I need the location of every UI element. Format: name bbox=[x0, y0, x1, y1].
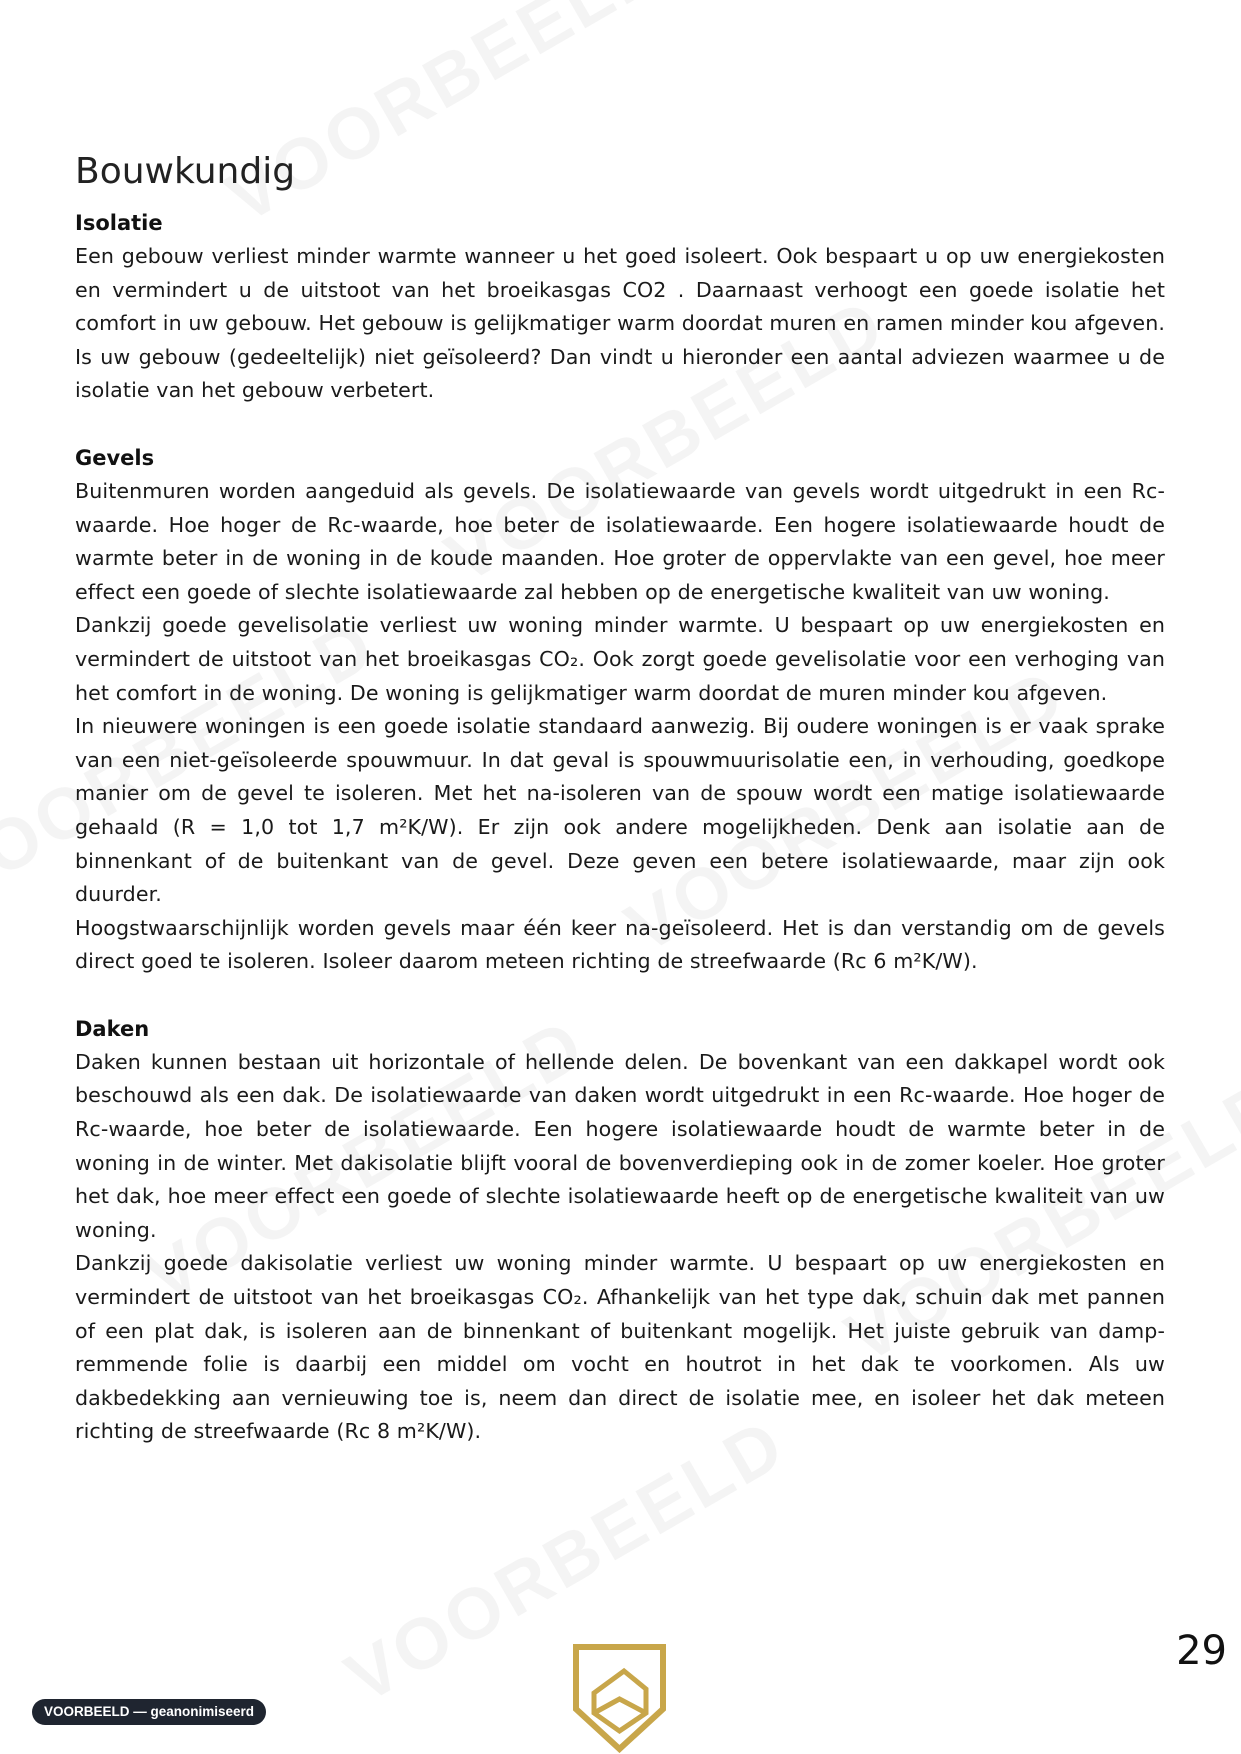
page-title: Bouwkundig bbox=[75, 151, 296, 192]
page-number: 29 bbox=[1176, 1628, 1227, 1674]
paragraph: Hoogstwaarschijnlijk worden gevels maar één keer na-geïsoleerd. Het is dan verstandig om de gevels direct goed te isoleren. Isoleer daarom meteen richting de streefwaarde (Rc 6 m²K/W). bbox=[75, 915, 1165, 974]
section-daken bbox=[75, 1012, 1165, 1449]
paragraph: Dankzij goede dakisolatie verliest uw woning minder warmte. U bespaart op uw energiekosten en vermindert de uitstoot van het broeikasgas CO₂. Afhankelijk van het type dak, schuin dak met pannen of een plat dak, is isoleren aan de binnenkant of buitenkant mogelijk. Het juiste gebruik van damp-remmende folie is daarbij een middel om vocht en houtrot in het dak te voorkomen. Als uw dakbedekking aan vernieuwing toe is, neem dan direct de isolatie mee, en isoleer het dak meteen richting de streefwaarde (Rc 8 m²K/W). bbox=[75, 1251, 1165, 1444]
section-heading: Gevels bbox=[75, 445, 155, 470]
section-gevels bbox=[75, 441, 1165, 979]
section-isolatie bbox=[75, 206, 1165, 408]
anonymized-badge: VOORBEELD — geanonimiseerd bbox=[32, 1699, 266, 1725]
paragraph: Dankzij goede gevelisolatie verliest uw woning minder warmte. U bespaart op uw energiekosten en vermindert de uitstoot van het broeikasgas CO₂. Ook zorgt goede gevelisolatie voor een verhoging van het comfort in de woning. De woning is gelijkmatiger warm doordat de muren minder kou afgeven. bbox=[75, 613, 1165, 705]
shield-logo-icon bbox=[572, 1643, 667, 1753]
watermark bbox=[332, 1402, 799, 1719]
section-heading: Daken bbox=[75, 1016, 150, 1041]
paragraph: Buitenmuren worden aangeduid als gevels. De isolatiewaarde van gevels wordt uitgedrukt in een Rc-waarde. Hoe hoger de Rc-waarde, hoe beter de isolatiewaarde. Een hogere isolatiewaarde houdt de warmte beter in de woning in de koude maanden. Hoe groter de oppervlakte van een gevel, hoe meer effect een goede of slechte isolatiewaarde zal hebben op de energetische kwaliteit van uw woning. bbox=[75, 478, 1165, 604]
section-heading: Isolatie bbox=[75, 211, 163, 235]
paragraph: Een gebouw verliest minder warmte wanneer u het goed isoleert. Ook bespaart u op uw energiekosten en vermindert u de uitstoot van het broeikasgas CO2 . Daarnaast verhoogt een goede isolatie het comfort in uw gebouw. Het gebouw is gelijkmatiger warm doordat muren en ramen minder kou afgeven. Is uw gebouw (gedeeltelijk) niet geïsoleerd? Dan vindt u hieronder een aantal adviezen waarmee u de isolatie van het gebouw verbetert. bbox=[75, 244, 1165, 403]
document-body bbox=[75, 150, 1165, 1449]
paragraph: Daken kunnen bestaan uit horizontale of hellende delen. De bovenkant van een dakkapel wordt ook beschouwd als een dak. De isolatiewaarde van daken wordt uitgedrukt in een Rc-waarde. Hoe hoger de Rc-waarde, hoe beter de isolatiewaarde. Een hogere isolatiewaarde houdt de warmte beter in de woning in de winter. Met dakisolatie blijft vooral de bovenverdieping ook in de zomer koeler. Hoe groter het dak, hoe meer effect een goede of slechte isolatiewaarde heeft op de energetische kwaliteit van uw woning. bbox=[75, 1049, 1165, 1242]
paragraph: In nieuwere woningen is een goede isolatie standaard aanwezig. Bij oudere woningen is er vaak sprake van een niet-geïsoleerde spouwmuur. In dat geval is spouwmuurisolatie een, in verhouding, goedkope manier om de gevel te isoleren. Met het na-isoleren van de spouw wordt een matige isolatiewaarde gehaald (R = 1,0 tot 1,7 m²K/W). Er zijn ook andere mogelijkheden. Denk aan isolatie aan de binnenkant of de buitenkant van de gevel. Deze geven een betere isolatiewaarde, maar zijn ook duurder. bbox=[75, 714, 1165, 907]
